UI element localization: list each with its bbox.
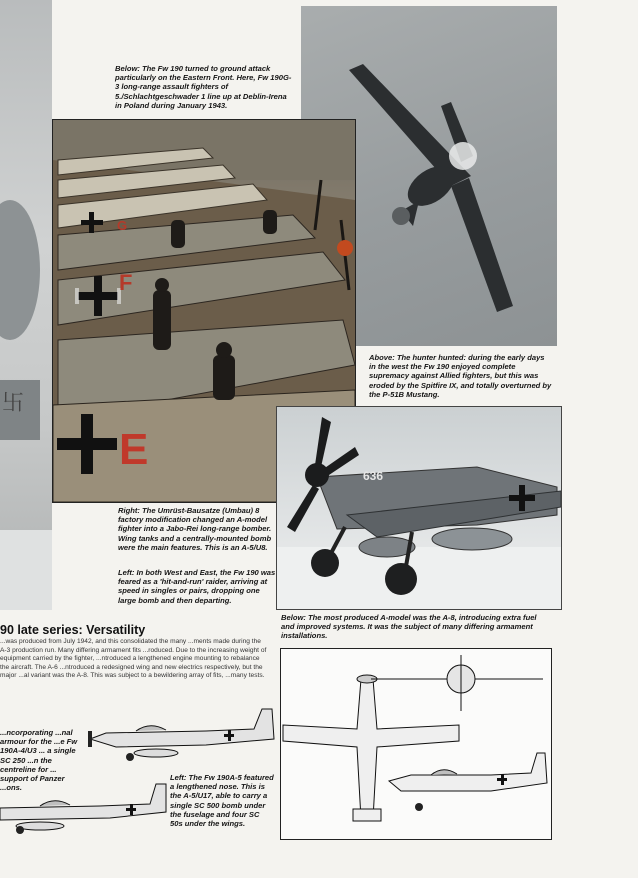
caption-a8: Below: The most produced A-model was the A-8, introducing extra fuel and improved systems. It was the subject of many differing armament installations. — [281, 613, 537, 641]
a8-three-view-box — [280, 648, 552, 840]
caption-umbau: Right: The Umrüst-Bausatze (Umbau) 8 factory modification changed an A-model fighter into a Jabo-Rei long-range bomber. Wing tanks and a centrally-mounted bomb were the main features. This is an A-5/U8. — [118, 506, 272, 552]
marking-letter-f: F — [119, 270, 133, 295]
photo-a5-u8-snow — [276, 406, 562, 610]
drawing-fw190a5-u17 — [0, 778, 170, 838]
caption-a5: Left: The Fw 190A-5 featured a lengthened nose. This is the A-5/U17, able to carry a single SC 500 bomb under the fuselage and four SC 50s under the wings. — [170, 773, 274, 829]
drawing-fw190a4-u3 — [86, 703, 276, 763]
caption-deblin: Below: The Fw 190 turned to ground attack particularly on the Eastern Front. Here, Fw 190G-3 long-range assault fighters of 5./Schlachtgeschwader 1 line up at Deblin-Irena in Poland during January 1943. — [115, 64, 292, 110]
caption-a4-u3: ...ncorporating ...nal armour for the ...e Fw 190A-4/U3 ... a single SC 250 ...n the centreline for ... support of Panzer ...ons. — [0, 728, 78, 793]
marking-code-636: 636 — [363, 469, 384, 483]
left-edge-photo — [0, 0, 52, 610]
marking-letter-e: E — [119, 425, 149, 474]
svg-text:卐: 卐 — [2, 390, 25, 415]
caption-hit-and-run: Left: In both West and East, the Fw 190 was feared as a 'hit-and-run' raider, arriving at speed in singles or pairs, dropping one large bomb and then departing. — [118, 568, 276, 605]
section-body: ...was produced from July 1942, and this consolidated the many ...ments made during the A-3 production run. Many differing armament fits ...roduced. Due to the increasing weight of equipment carried by the fighter, ...ntroduced a lengthened engine mounting to rebalance the aircraft. The A-6 ...ntroduced a redesigned wing and new electrics respectively, but the major ...al variant was the A-8. This was subject to a bewildering array of fits, ...many tests. — [0, 638, 267, 680]
caption-hunter-hunted: Above: The hunter hunted: during the early days in the west the Fw 190 enjoyed complete supremacy against Allied fighters, but this was eroded by the Spitfire IX, and totally overturned by the P-51B Mustang. — [369, 353, 552, 399]
section-title: 90 late series: Versatility — [0, 623, 146, 637]
marking-letter-g: G — [117, 218, 128, 233]
